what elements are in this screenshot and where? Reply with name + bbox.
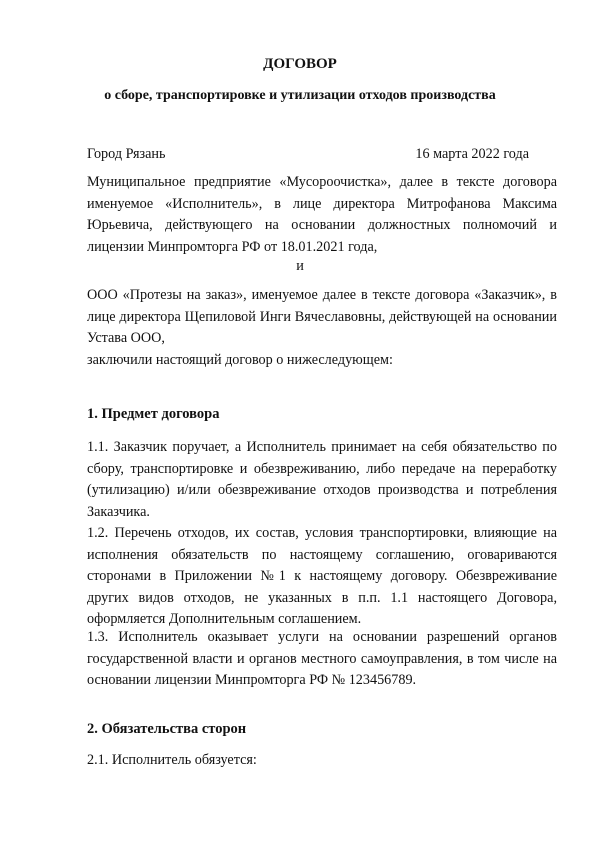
clause-1-1: 1.1. Заказчик поручает, а Исполнитель принимает на себя обязательство по сбору, транспортировке и обезвреживанию, либо передаче на переработку (утилизацию) и/или обезвреживание отходов производства и потребления Заказчика. bbox=[87, 439, 557, 520]
intro-paragraph: заключили настоящий договор о нижеследующем: bbox=[87, 352, 393, 368]
section-1-heading: 1. Предмет договора bbox=[87, 406, 220, 422]
clause-1-3: 1.3. Исполнитель оказывает услуги на основании разрешений органов государственной власти и органов местного самоуправления, в том числе на основании лицензии Минпромторга РФ № 123456789. bbox=[87, 629, 557, 688]
clause-1-2: 1.2. Перечень отходов, их состав, условия транспортировки, влияющие на исполнения обязательств по настоящему соглашению, оговариваются сторонами в Приложении №1 к настоящему договору. Обезвреживание других видов отходов, не указанных в п.п. 1.1 настоящего Договора, оформляется Дополнительным соглашением. bbox=[87, 525, 557, 627]
city: Город Рязань bbox=[87, 146, 166, 162]
conjunction: и bbox=[296, 258, 304, 274]
section-2-heading: 2. Обязательства сторон bbox=[87, 721, 247, 737]
contract-date: 16 марта 2022 года bbox=[415, 146, 529, 162]
document-title: ДОГОВОР bbox=[263, 56, 337, 72]
document-subtitle: о сборе, транспортировке и утилизации отходов производства bbox=[104, 88, 496, 103]
party-executor-paragraph: Муниципальное предприятие «Мусороочистка», далее в тексте договора именуемое «Исполнитель», в лице директора Митрофанова Максима Юрьевича, действующего на основании должностных полномочий и лицензии Минпромторга РФ от 18.01.2021 года, bbox=[87, 174, 557, 255]
party-customer-paragraph: ООО «Протезы на заказ», именуемое далее в тексте договора «Заказчик», в лице директора Щепиловой Инги Вячеславовны, действующей на основании Устава ООО, bbox=[87, 287, 557, 346]
city-date-line bbox=[87, 146, 529, 166]
clause-2-1: 2.1. Исполнитель обязуется: bbox=[87, 752, 257, 768]
